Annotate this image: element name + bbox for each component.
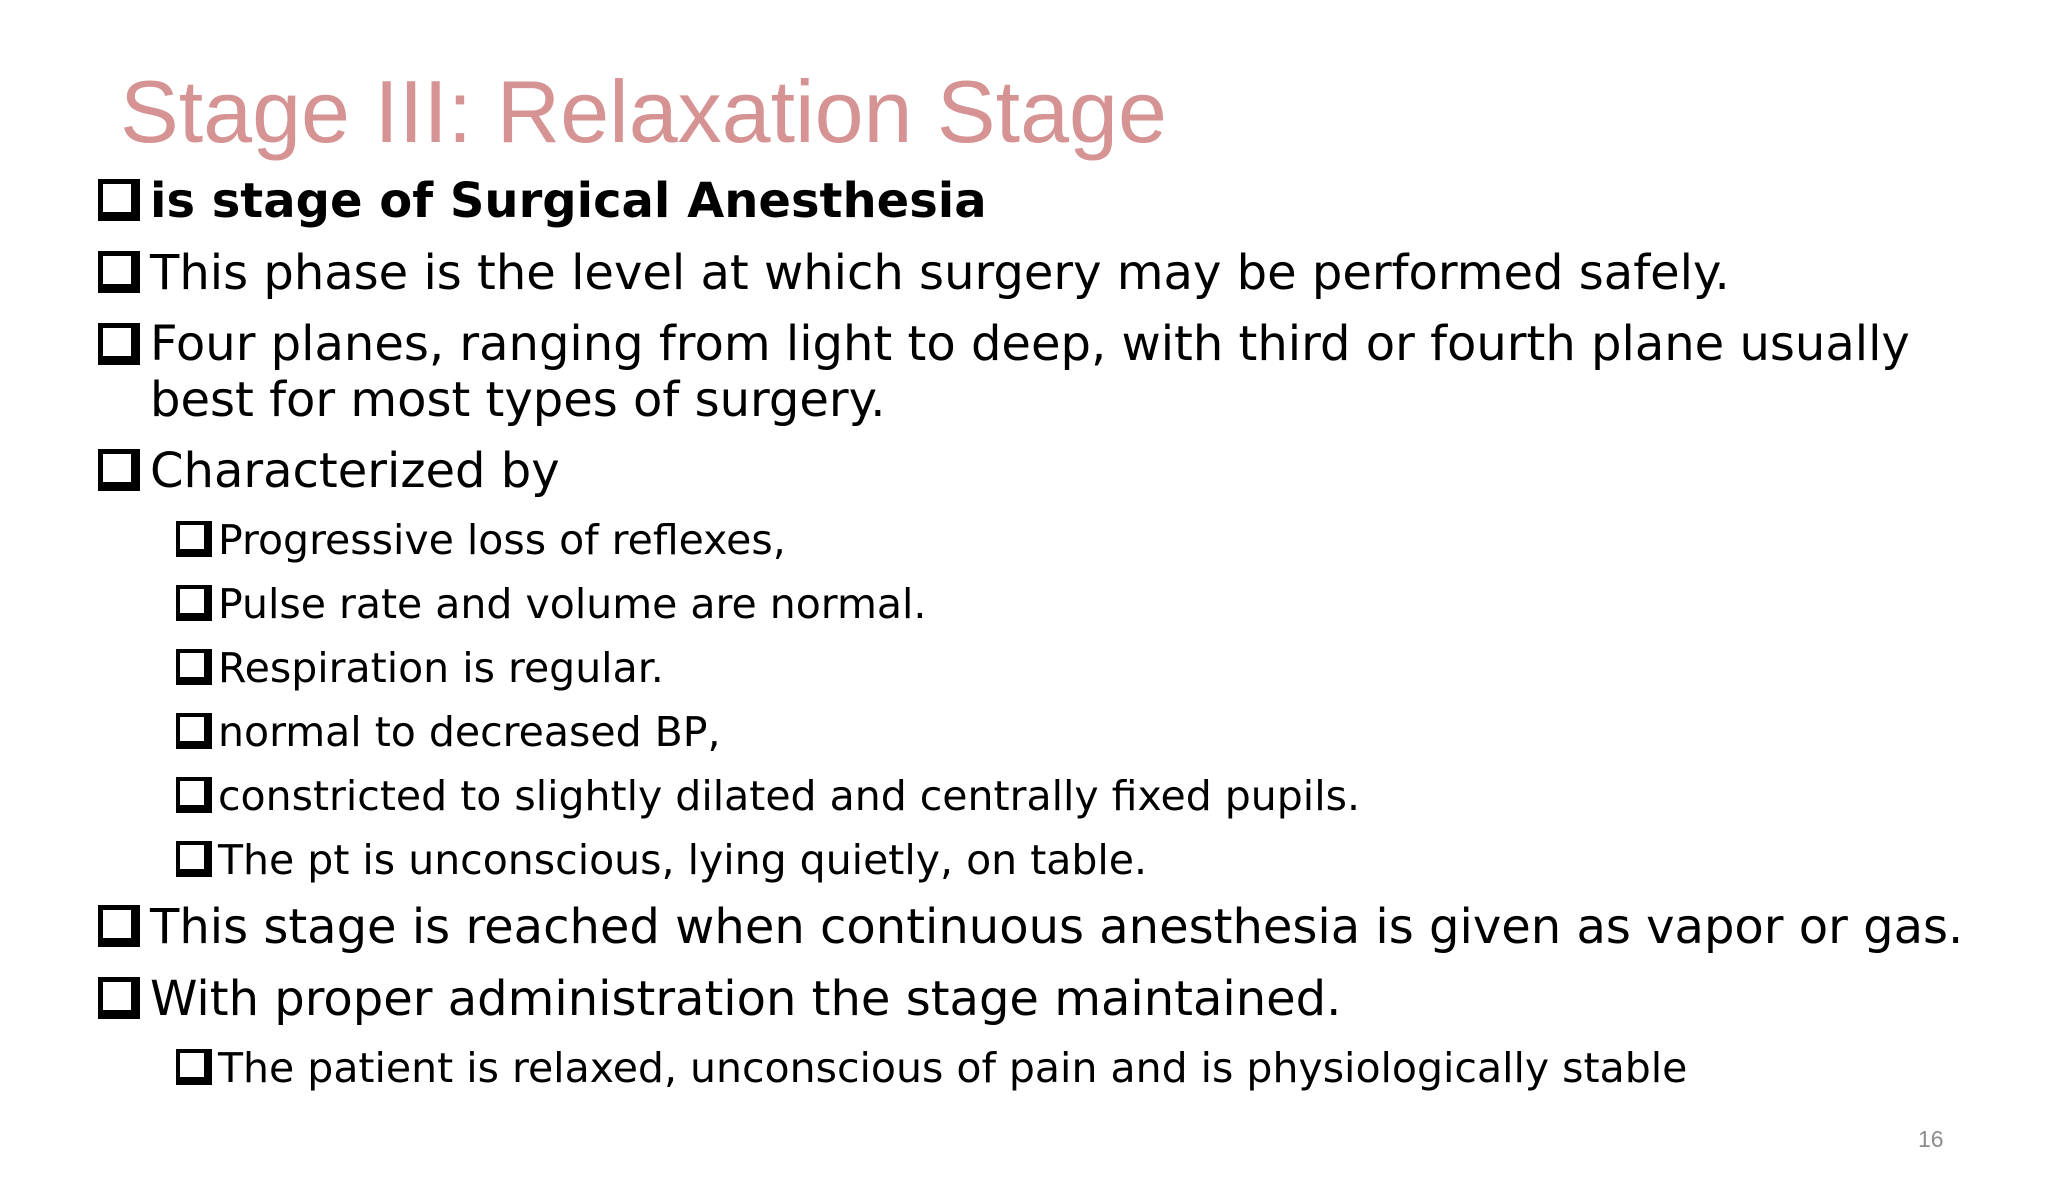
checkbox-bullet-icon [176,713,212,749]
bullet-item [98,442,1978,500]
sub-bullet-text: Pulse rate and volume are normal. [218,580,927,628]
bullet-text: This phase is the level at which surgery may be performed safely. [150,245,1730,301]
sub-bullet-item [176,642,1978,694]
bullet-text: is stage of Surgical Anesthesia [150,173,987,229]
sub-bullet-text: constricted to slightly dilated and centrally fixed pupils. [218,772,1360,820]
bullet-item [98,316,1978,428]
sub-bullet-item [176,834,1978,886]
sub-bullet-text: Progressive loss of reflexes, [218,516,786,564]
bullet-item [98,244,1978,302]
bullet-item [98,172,1978,230]
checkbox-bullet-icon [98,323,140,365]
bullet-item [98,970,1978,1028]
checkbox-bullet-icon [98,251,140,293]
checkbox-bullet-icon [176,777,212,813]
slide-title: Stage III: Relaxation Stage [120,62,1167,161]
sub-bullet-item [176,514,1978,566]
checkbox-bullet-icon [98,449,140,491]
bullet-text: With proper administration the stage maintained. [150,971,1342,1027]
sub-bullet-text: The patient is relaxed, unconscious of pain and is physiologically stable [218,1044,1688,1092]
bullet-list [98,172,1978,1106]
bullet-item [98,898,1978,956]
checkbox-bullet-icon [176,521,212,557]
sub-bullet-text: Respiration is regular. [218,644,664,692]
checkbox-bullet-icon [176,1049,212,1085]
checkbox-bullet-icon [176,649,212,685]
sub-bullet-text: normal to decreased BP, [218,708,721,756]
sub-bullet-text: The pt is unconscious, lying quietly, on table. [218,836,1148,884]
checkbox-bullet-icon [98,179,140,221]
checkbox-bullet-icon [176,841,212,877]
bullet-text: This stage is reached when continuous anesthesia is given as vapor or gas. [150,899,1964,955]
sub-bullet-item [176,578,1978,630]
bullet-text: Characterized by [150,443,560,499]
checkbox-bullet-icon [176,585,212,621]
page-number: 16 [1918,1126,1944,1152]
sub-bullet-item [176,706,1978,758]
checkbox-bullet-icon [98,977,140,1019]
sub-bullet-item [176,1042,1978,1094]
bullet-text: Four planes, ranging from light to deep, with third or fourth plane usually best for most types of surgery. [150,316,1910,428]
sub-bullet-item [176,770,1978,822]
checkbox-bullet-icon [98,905,140,947]
